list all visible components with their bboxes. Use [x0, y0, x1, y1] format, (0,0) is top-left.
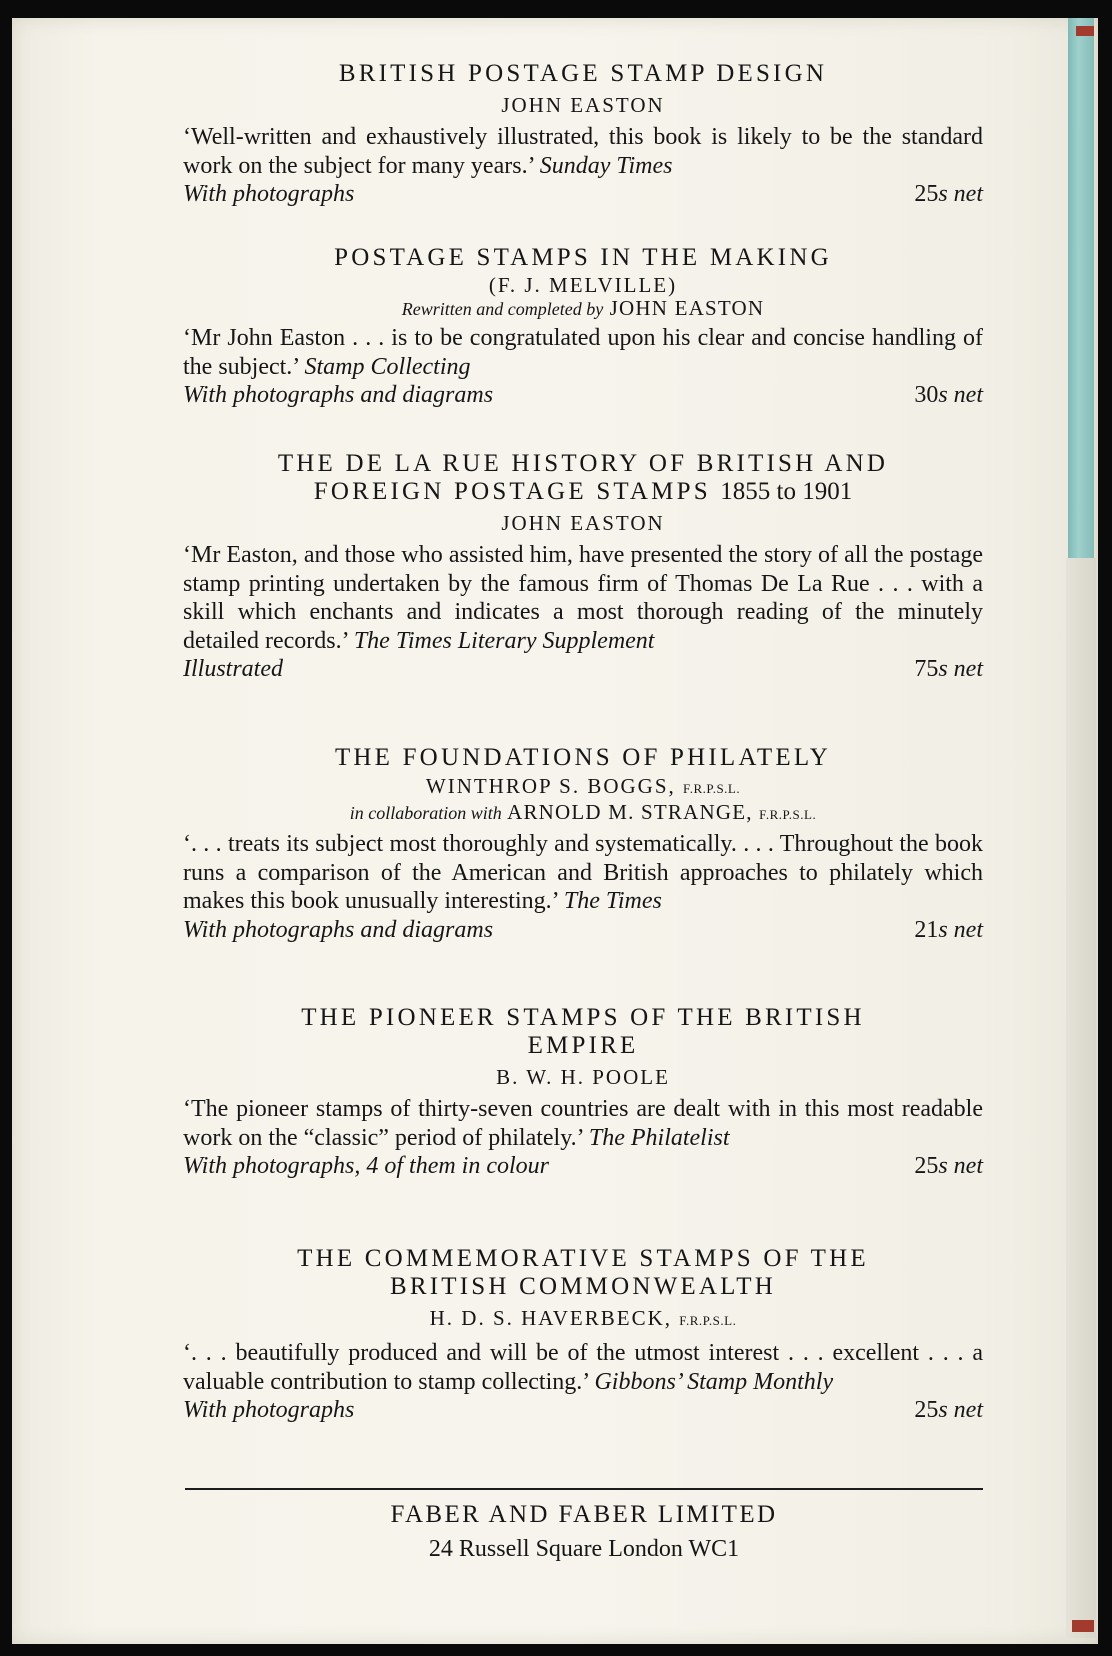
- book-author-line: [183, 774, 983, 801]
- book-author: H. D. S. HAVERBECK,: [429, 1306, 673, 1330]
- quote-text: ‘Mr John Easton . . . is to be congratulated upon his clear and concise handling of the subject.’: [183, 325, 983, 380]
- author-2-credential: F.R.P.S.L.: [759, 807, 817, 822]
- book-title: THE DE LA RUE HISTORY OF BRITISH AND: [277, 450, 889, 477]
- spine-red-mark-top: [1076, 26, 1094, 36]
- book-illustrations: With photographs: [183, 181, 355, 207]
- book-author: (F. J. MELVILLE): [488, 273, 678, 297]
- price-unit: s net: [938, 656, 983, 682]
- book-review-quote: [183, 1095, 983, 1152]
- book-review-quote: [183, 123, 983, 180]
- book-info-row: [183, 655, 983, 683]
- book-review-quote: [183, 541, 983, 655]
- book-title: THE COMMEMORATIVE STAMPS OF THE: [297, 1245, 869, 1272]
- book-info-row: [183, 916, 983, 944]
- quote-source: Sunday Times: [539, 152, 673, 179]
- quote-source: The Times Literary Supplement: [353, 627, 655, 654]
- book-title-line-2: BRITISH COMMONWEALTH: [390, 1273, 776, 1300]
- book-title: POSTAGE STAMPS IN THE MAKING: [334, 244, 832, 271]
- book-entry: [183, 744, 983, 944]
- book-title: THE PIONEER STAMPS OF THE BRITISH: [301, 1004, 865, 1031]
- publisher-name: FABER AND FABER LIMITED: [390, 1501, 778, 1528]
- spine-red-mark-bottom: [1072, 1620, 1094, 1632]
- book-illustrations: With photographs: [183, 1397, 355, 1423]
- book-illustrations: With photographs, 4 of them in colour: [183, 1153, 549, 1179]
- price-unit: s net: [938, 1153, 983, 1179]
- author-credential: F.R.P.S.L.: [679, 1313, 737, 1328]
- price-unit: s net: [938, 382, 983, 408]
- book-info-row: [183, 180, 983, 208]
- quote-source: The Philatelist: [588, 1124, 730, 1151]
- publisher-address: 24 Russell Square London WC1: [428, 1536, 740, 1562]
- book-entry: [183, 244, 983, 409]
- price-value: 25: [914, 1153, 939, 1179]
- book-price: [914, 381, 983, 409]
- book-price: [914, 655, 983, 683]
- book-illustrations: Illustrated: [183, 656, 283, 682]
- price-value: 25: [914, 1397, 939, 1423]
- price-unit: s net: [938, 1397, 983, 1423]
- book-author-2: ARNOLD M. STRANGE,: [507, 800, 753, 824]
- quote-source: The Times: [563, 888, 662, 914]
- book-title-dates: 1855 to 1901: [720, 478, 853, 505]
- quote-text: ‘. . . treats its subject most thoroughly and systematically. . . . Throughout the book runs a comparison of the American and British approaches to philately which makes this book unusually interesting.’: [183, 831, 983, 914]
- book-info-row: [183, 1152, 983, 1180]
- book-author-line: [183, 1304, 983, 1335]
- quote-source: Gibbons’ Stamp Monthly: [594, 1368, 834, 1395]
- price-value: 21: [914, 916, 939, 943]
- book-author-2: JOHN EASTON: [609, 296, 765, 320]
- quote-source: Stamp Collecting: [304, 353, 471, 380]
- book-review-quote: [183, 1339, 983, 1396]
- book-author-line-2: [183, 801, 983, 826]
- book-price: [914, 916, 983, 944]
- quote-text: ‘Well-written and exhaustively illustrated, this book is likely to be the standard work on the subject for many years.’: [183, 124, 983, 179]
- price-unit: s net: [938, 916, 983, 943]
- title-line-2-text: FOREIGN POSTAGE STAMPS: [313, 478, 711, 505]
- book-info-row: [183, 1396, 983, 1424]
- publisher-block: [185, 1498, 983, 1566]
- book-entry: [183, 450, 983, 683]
- book-info-row: [183, 381, 983, 409]
- book-title: BRITISH POSTAGE STAMP DESIGN: [338, 60, 828, 87]
- divider-rule: [185, 1488, 983, 1490]
- price-value: 30: [914, 382, 939, 408]
- book-title: THE FOUNDATIONS OF PHILATELY: [334, 744, 832, 771]
- book-entry: [183, 1004, 983, 1180]
- author-prefix: Rewritten and completed by: [401, 299, 604, 319]
- quote-text: ‘Mr Easton, and those who assisted him, have presented the story of all the postage stamp printing undertaken by the famous firm of Thomas De La Rue . . . with a skill which enchants and indicates a most thorough reading of the minutely detailed records.’: [183, 542, 983, 654]
- book-price: [914, 180, 983, 208]
- book-entry: [183, 60, 983, 208]
- book-author: B. W. H. POOLE: [496, 1065, 670, 1089]
- quote-text: ‘. . . beautifully produced and will be of the utmost interest . . . excellent . . . a valuable contribution to stamp collecting.’: [183, 1340, 983, 1395]
- book-price: [914, 1152, 983, 1180]
- book-illustrations: With photographs and diagrams: [183, 916, 494, 943]
- book-entry: [183, 1245, 983, 1424]
- book-author: WINTHROP S. BOGGS,: [425, 774, 676, 798]
- book-title-line-2: [183, 478, 983, 506]
- price-value: 25: [914, 181, 939, 207]
- price-value: 75: [914, 656, 939, 682]
- book-author-line: [183, 297, 983, 320]
- quote-text: ‘The pioneer stamps of thirty-seven countries are dealt with in this most readable work on the “classic” period of philately.’: [183, 1096, 983, 1151]
- book-title-line-2: EMPIRE: [527, 1032, 639, 1059]
- author-prefix: in collaboration with: [349, 803, 502, 823]
- book-review-quote: [183, 830, 983, 916]
- spine-color-strip: [1068, 18, 1094, 558]
- book-illustrations: With photographs and diagrams: [183, 382, 494, 408]
- price-unit: s net: [938, 181, 983, 207]
- book-price: [914, 1396, 983, 1424]
- book-author: JOHN EASTON: [501, 511, 665, 535]
- book-review-quote: [183, 324, 983, 381]
- author-credential: F.R.P.S.L.: [683, 781, 741, 796]
- book-author: JOHN EASTON: [501, 93, 665, 117]
- spine-edge: [1066, 558, 1096, 1638]
